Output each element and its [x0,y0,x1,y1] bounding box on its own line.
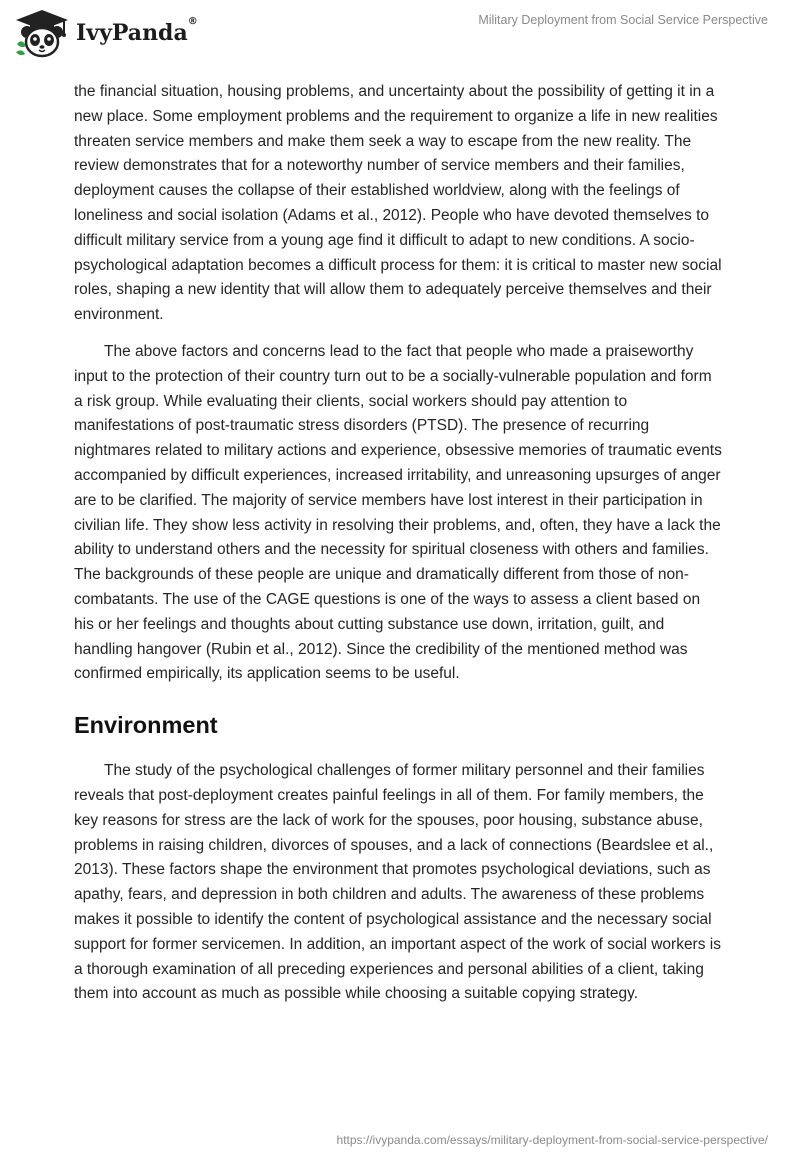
brand-name: IvyPanda® [76,16,198,46]
page-header [0,0,800,70]
panda-graduate-icon [14,8,70,58]
paragraph-environment: The study of the psychological challenges of former military personnel and their families reveals that post-deployment creates painful feelings in all of them. For family members, the key reasons for stress are the lack of work for the spouses, poor housing, substance abuse, problems in raising children, divorces of spouses, and a lack of connections (Beardslee et al., 2013). These factors shape the environment that promotes psychological deviations, such as apathy, fears, and depression in both children and adults. The awareness of these problems makes it possible to identify the content of psychological assistance and the necessary social support for former servicemen. In addition, an important aspect of the work of social workers is a thorough examination of all preceding experiences and personal abilities of a client, taking them into account as much as possible while choosing a suitable copying strategy. [74,762,721,1003]
section-heading-environment: Environment [74,712,218,739]
source-url[interactable]: https://ivypanda.com/essays/military-deployment-from-social-service-perspective/ [336,1133,768,1147]
paragraph-continuation: the financial situation, housing problems, and uncertainty about the possibility of getting it in a new place. Some employment problems and the requirement to organize a life in new realities threaten service members and make them seek a way to escape from the new reality. The review demonstrates that for a noteworthy number of service members and their families, deployment causes the collapse of their established worldview, along with the feelings of loneliness and social isolation (Adams et al., 2012). People who have devoted themselves to difficult military service from a young age find it difficult to adapt to new conditions. A socio-psychological adaptation becomes a difficult process for them: it is critical to master new social roles, shaping a new identity that will allow them to adequately perceive themselves and their environment. [74,83,722,324]
paragraph-ptsd: The above factors and concerns lead to the fact that people who made a praiseworthy input to the protection of their country turn out to be a socially-vulnerable population and form a risk group. While evaluating their clients, social workers should pay attention to manifestations of post-traumatic stress disorders (PTSD). The presence of recurring nightmares related to military actions and experience, obsessive memories of traumatic events accompanied by difficult experiences, increased irritability, and unreasoning upsurges of anger are to be clarified. The majority of service members have lost interest in their participation in civilian life. They show less activity in resolving their problems, and, often, they have a lack the ability to understand others and the necessity for spiritual closeness with others and families. The backgrounds of these people are unique and dramatically different from those of non-combatants. The use of the CAGE questions is one of the ways to assess a client based on his or her feelings and thoughts about cutting substance use down, irritation, guilt, and handling hangover (Rubin et al., 2012). Since the credibility of the mentioned method was confirmed empirically, its application seems to be useful. [74,342,722,683]
document-title: Military Deployment from Social Service Perspective [478,13,768,27]
essay-content [74,80,724,1007]
ivypanda-logo[interactable] [14,8,198,58]
registered-mark: ® [187,16,198,27]
